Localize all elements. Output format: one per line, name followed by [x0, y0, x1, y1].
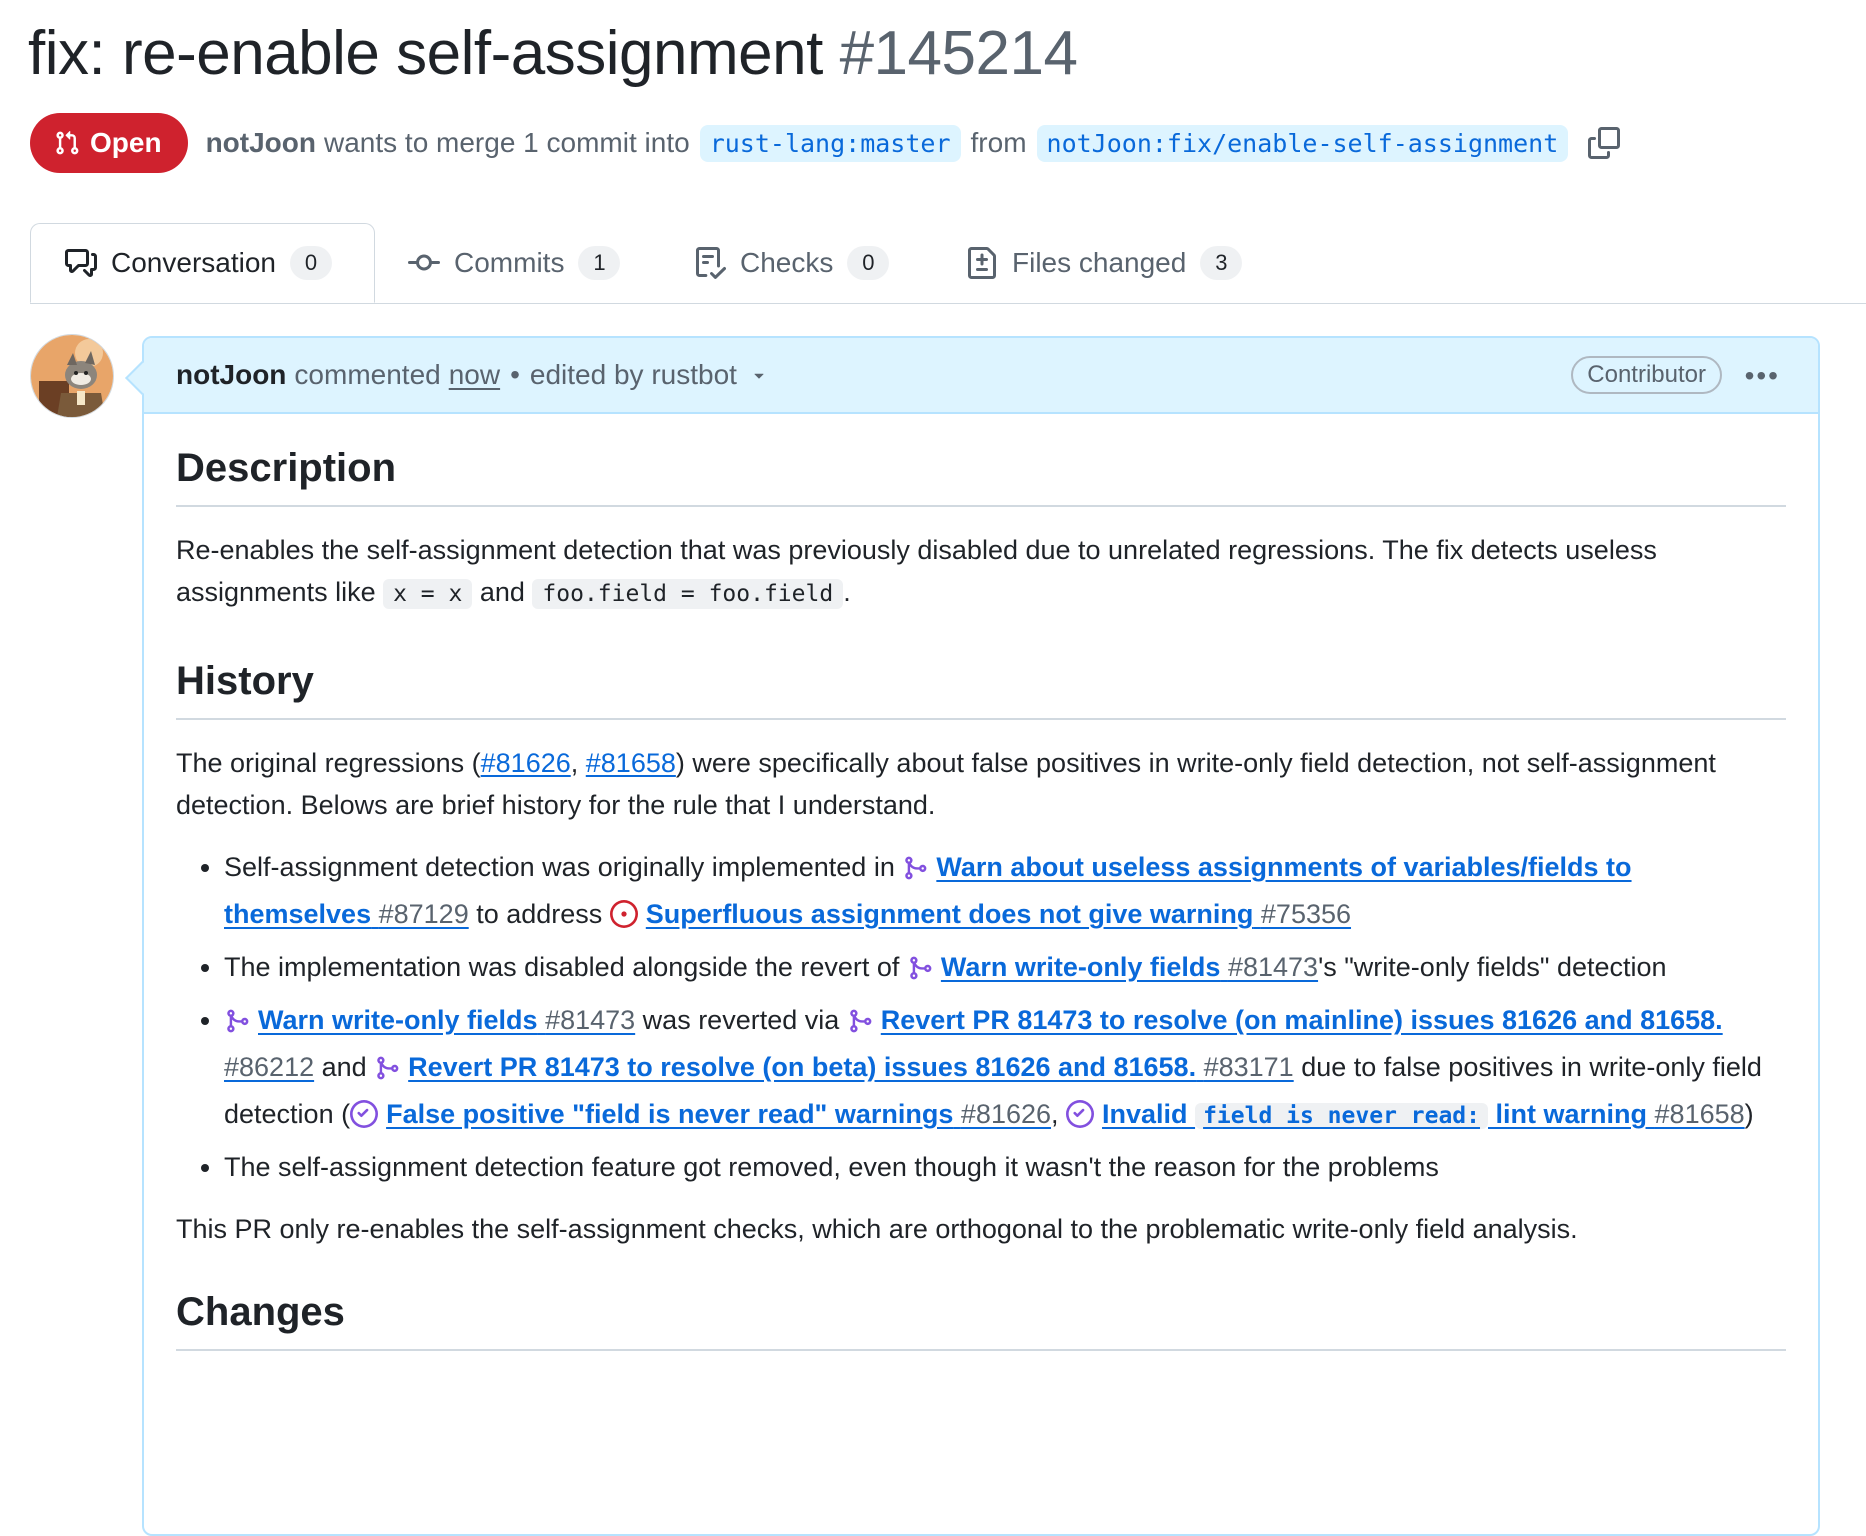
issue-reference-link[interactable] — [646, 899, 1351, 929]
pull-request-icon — [54, 130, 80, 156]
file-diff-icon — [966, 247, 998, 279]
tab-counter: 1 — [578, 246, 620, 280]
pr-title-row — [28, 18, 1077, 89]
pr-description-comment — [142, 336, 1820, 1536]
link-title: Warn write-only fields — [940, 952, 1221, 982]
description-paragraph — [176, 529, 1786, 615]
comment-action: commented — [294, 359, 441, 390]
link-title: Warn write-only fields — [258, 1005, 538, 1035]
avatar[interactable] — [30, 334, 114, 418]
text: due to false positives in write-only field detection ( — [224, 1052, 1762, 1129]
text: , — [1051, 1099, 1067, 1129]
pr-reference-link[interactable] — [258, 1005, 635, 1035]
comment-header — [144, 338, 1818, 414]
closing-paragraph: This PR only re-enables the self-assignment checks, which are orthogonal to the problematic write-only field analysis. — [176, 1214, 1578, 1244]
tab-commits[interactable] — [408, 223, 620, 303]
tab-label: Commits — [454, 247, 565, 278]
text: Self-assignment detection was originally implemented in — [224, 852, 903, 882]
link-title: Revert PR 81473 to resolve (on mainline) issues 81626 and 81658. — [880, 1005, 1723, 1035]
text: . — [843, 577, 851, 607]
text: ) — [1744, 1099, 1754, 1129]
text: was reverted via — [635, 1005, 847, 1035]
inline-code: x = x — [383, 579, 472, 609]
text: , — [570, 748, 586, 778]
base-branch[interactable]: rust-lang:master — [700, 125, 961, 162]
state-badge — [30, 113, 188, 173]
link-title: lint warning — [1488, 1099, 1648, 1129]
pr-reference-link[interactable] — [941, 952, 1318, 982]
tab-label: Conversation — [111, 247, 276, 278]
link-code: field is never read: — [1195, 1103, 1488, 1129]
link-number: #81626 — [960, 1099, 1052, 1129]
link-title: Superfluous assignment does not give warning — [645, 899, 1254, 929]
link-title: Revert PR 81473 to resolve (on beta) issues 81626 and 81658. — [408, 1052, 1197, 1082]
text: 's "write-only fields" detection — [1318, 952, 1667, 982]
tab-files-changed[interactable] — [966, 223, 1242, 303]
link-title: Invalid — [1102, 1099, 1196, 1129]
link-number: #83171 — [1203, 1052, 1294, 1082]
issue-closed-icon — [1066, 1098, 1094, 1140]
separator-dot: • — [510, 359, 520, 390]
pr-tabs — [30, 223, 1866, 304]
link-number: #86212 — [224, 1052, 315, 1082]
checklist-icon — [694, 247, 726, 279]
comment-timestamp[interactable]: now — [448, 359, 501, 390]
merged-icon — [902, 851, 928, 893]
list-item — [224, 999, 1786, 1140]
state-label: Open — [90, 127, 162, 158]
pr-number: #145214 — [839, 19, 1078, 88]
more-options-icon[interactable]: ••• — [1744, 360, 1780, 391]
link-title: Warn about useless assignments of variables/fields to themselves — [224, 852, 1632, 929]
link-number: #81473 — [1227, 952, 1319, 982]
heading-changes: Changes — [176, 1290, 1786, 1351]
merged-icon — [224, 1004, 250, 1046]
merge-text: wants to merge 1 commit into — [323, 127, 690, 158]
edited-by[interactable]: edited by rustbot — [529, 359, 737, 390]
merged-icon — [374, 1051, 400, 1093]
text: to address — [468, 899, 610, 929]
text: The self-assignment detection feature got removed, even though it wasn't the reason for the problems — [224, 1152, 1439, 1182]
role-badge: Contributor — [1571, 356, 1722, 394]
commit-icon — [408, 247, 440, 279]
from-text: from — [970, 127, 1027, 158]
issue-link[interactable]: #81626 — [480, 748, 571, 778]
link-number: #75356 — [1260, 899, 1352, 929]
issue-reference-link[interactable] — [1102, 1099, 1745, 1129]
pr-author[interactable]: notJoon — [205, 127, 316, 158]
list-item — [224, 1146, 1786, 1188]
list-item — [224, 846, 1786, 940]
issue-closed-icon — [350, 1098, 378, 1140]
merged-icon — [907, 951, 933, 993]
link-title: False positive "field is never read" warnings — [386, 1099, 954, 1129]
issue-link[interactable]: #81658 — [585, 748, 676, 778]
list-item — [224, 946, 1786, 993]
link-number: #87129 — [378, 899, 469, 929]
history-list — [176, 846, 1786, 1188]
inline-code: foo.field = foo.field — [532, 579, 843, 609]
heading-history: History — [176, 659, 1786, 720]
heading-description: Description — [176, 446, 1786, 507]
link-number: #81658 — [1654, 1099, 1745, 1129]
tab-counter: 0 — [290, 246, 332, 280]
text: The original regressions ( — [176, 748, 481, 778]
merged-icon — [847, 1004, 873, 1046]
tab-label: Files changed — [1012, 247, 1187, 278]
tab-checks[interactable] — [694, 223, 889, 303]
text: ) were specifically about false positives in write-only field detection, not self-assignment detection. Belows are brief history for the rule that I understand. — [176, 748, 1716, 820]
comment-body — [176, 412, 1786, 1351]
link-number: #81473 — [545, 1005, 636, 1035]
tab-conversation[interactable] — [30, 223, 375, 303]
text: and — [314, 1052, 375, 1082]
tab-counter: 0 — [847, 246, 889, 280]
tab-label: Checks — [740, 247, 834, 278]
comment-author[interactable]: notJoon — [176, 359, 287, 390]
triangle-down-icon[interactable] — [749, 365, 769, 385]
history-paragraph — [176, 742, 1786, 826]
text: The implementation was disabled alongside the revert of — [224, 952, 907, 982]
tab-counter: 3 — [1200, 246, 1242, 280]
pr-state-row — [30, 113, 1620, 173]
issue-opened-icon — [610, 898, 638, 940]
issue-reference-link[interactable] — [386, 1099, 1051, 1129]
copy-icon[interactable] — [1588, 127, 1620, 159]
pr-title: fix: re-enable self-assignment — [28, 19, 823, 88]
comment-discussion-icon — [65, 247, 97, 279]
pr-reference-link[interactable] — [408, 1052, 1294, 1082]
head-branch[interactable]: notJoon:fix/enable-self-assignment — [1037, 125, 1569, 162]
text: and — [472, 577, 533, 607]
text: Re-enables the self-assignment detection that was previously disabled due to unrelated regressions. The fix detects useless assignments like — [176, 535, 1657, 607]
